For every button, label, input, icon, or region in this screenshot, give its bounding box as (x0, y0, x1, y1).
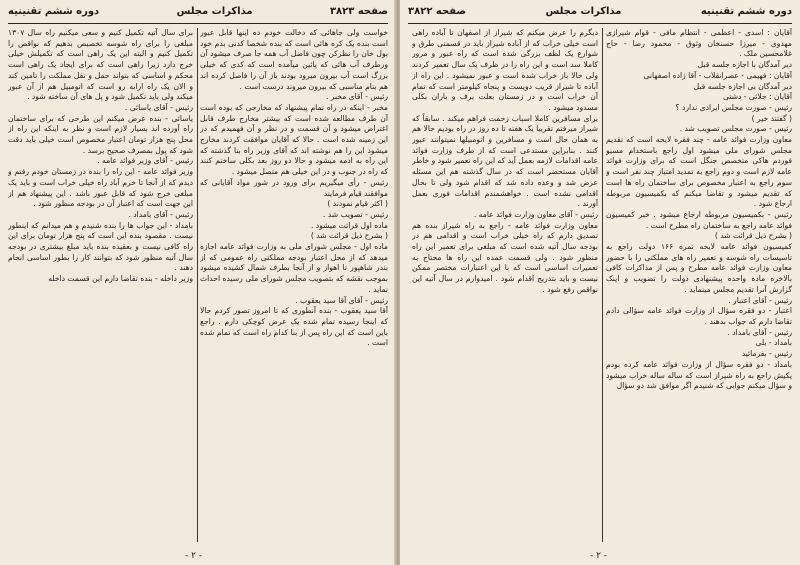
paragraph: برای مسافرین کاملا اسباب زحمت فراهم میکند . سابقاً که شیراز میرفتم تقریبا یک هفته تا ده روز در راه بودیم حالا هم به همان حال است و مسافرین و اتومبیلها نمیتوانند عبور کنند . بنابراین مستدعی است که از طرف وزارت فوائد عامه اقدامات لازمه بعمل آید که این راه تعمیر شود و خاطر آقایان مستحضر است که در سال گذشته هم این مسئله عرض شد و وعده داده شد که اقدام شود ولی تا بحال اقدامی نشده است . خواهشمندم اقدامات فوری بعمل آورند . (412, 113, 598, 209)
paragraph: مخبر - اینکه در راه تمام پیشنهاد که مخارجی که بوده است آن طرف مطالعه شده است که بیشتر مخارج طرف قابل اغتراض میشود و آن قسمت و در نظر و آن فهمیدم که در این زمینه شده است . حالا که آقایان موافقت کردند مخارج میشود این را هم نوشته اند که آقای وزیر راه بنا گذشته که این راه به ادمه میشود و حالا دو روز بعد بکلی ساختم کنند که راه در جنوب و در این خیلی هم متصل میشود . (200, 102, 388, 177)
right-page-header (408, 6, 792, 22)
paragraph: رئیس - آقای وزیر فوائد عامه . (97, 156, 193, 166)
paragraph: رئیس - تصویب شد . (322, 209, 388, 219)
paragraph: آقا سید یعقوب - بنده آنطوری که تا امروز تصور کردم حالا که اینجا رسیده تمام شده یک عرض کوچکی دارم . راجع باین است که این راه پس از بنا کدام راه است که تمام شده است . (200, 306, 388, 348)
paragraph: آقایان : اسدی - اعظمی - انتظام مافی - قوام شیرازی مهدوی - میرزا حسنخان وثوق - محمود رضا - حاج غلامحسین ملک . (606, 28, 792, 59)
left-column-left (8, 28, 193, 542)
paragraph: یاسائی - بنده عرض میکنم این طرحی که برای ساختمان راه آورده اند بسیار لازم است و نظر به اینکه این راه از محل پنج هزار تومان اعتبار مخصوص است خیلی باید دقت شود که پول بمصرف صحیح برسد . (8, 113, 193, 155)
paragraph: معاون وزارت فوائد عامه - چند فقره لایحه است که تقدیم مجلس شورای ملی میشود اول راجع باستخدام مسیو فوردم هاکی متخصص جنگل است که برای وزارت فوائد عامه لازم است و دوم راجع به تمدید امتیاز چند نفر است و سوم راجع به اعتبار مخصوص برای ساختمان راه ها است که تقدیم میشود و تقاضا میکنم که بکمیسیون مربوطه ارجاع شود . (606, 135, 792, 209)
paragraph: آقایان : جلائی - دشتی (722, 92, 792, 102)
paragraph: رئیس - بکمیسیون مربوطه ارجاع میشود . خبر کمیسیون فوائد عامه راجع به ساختمان راه مطرح است . (606, 209, 792, 230)
right-column-left (412, 28, 598, 542)
paragraph: کمیسیون فوائد عامه لایحه نمره ۱۶۶ دولت راجع به تاسیسات راه شوسه و تعمیر راه های مملکتی را با حضور معاون وزارت فوائد عامه مطرح و پس از مذاکرات کافی بالاخره ماده واحده پیشنهادی دولت را تصویب و اینک گزارش آنرا تقدیم مجلس مینماید . (606, 242, 792, 294)
paragraph: وزیر فوائد عامه - این راه را بنده در زمستان خودم رفتم و دیدم که از آنجا تا خرم آباد راه خیلی خراب است و باید یک مبلغی خرج شود که قابل عبور باشد . این پیشنهاد هم از این جهت است که اعتبار آن در بودجه منظور شود . (8, 167, 193, 209)
paragraph: رئیس - آقای بامداد . (128, 209, 193, 219)
right-page (400, 0, 800, 565)
paragraph: رئیس - آقای بامداد . (727, 327, 792, 337)
left-page-header (8, 6, 388, 22)
right-column-divider (602, 28, 603, 542)
right-section-title: مذاکرات مجلس (545, 6, 622, 17)
paragraph: ( اکثر قیام نمودند ) (327, 199, 388, 209)
right-page-number: - ۲ - (590, 551, 608, 561)
left-page-number: - ۲ - (185, 551, 203, 561)
paragraph: رئیس - آقای معاون وزارت فوائد عامه . (473, 209, 598, 219)
paragraph: ( بشرح ذیل قرائت شد ) (714, 231, 792, 241)
paragraph: رئیس - بفرمائید (741, 349, 792, 359)
paragraph: بامداد - دو فقره سؤال از وزارت فوائد عامه کرده بودم یکیش راجع به راه شیراز است که ساله ساله خراب میشود و سؤال میکنم جوابی که شنیدم اگر موافق شد دو سؤال (606, 359, 792, 391)
paragraph: آقایان : فهیمی - عصرانقلاب - آقا زاده اصفهانی (643, 70, 792, 80)
right-header-rule (408, 23, 792, 24)
left-column-divider (197, 28, 198, 542)
paragraph: رئیس - آقای یاسائی . (124, 102, 193, 112)
paragraph: خواست ولی جاهائی که دخالت خودم ده اینها قابل عبور است بنده یک کره هائی است که بنده شخصا کدنی بدم خود بول خان را نظرکن چون فاضل آب همه جا صرف میشود آن ورطرف آب هائی که پائین میآمده است که کدی که خیلی بزرگ است آب بیرون میرود بودند باز آن را فاصل کرده اند هم بنام مناسبی که بیرون میروند درست است . (200, 28, 388, 91)
right-column-right (606, 28, 792, 542)
paragraph: رئیس - آقای مخبر . (325, 92, 388, 102)
paragraph: وزیر داخله - بنده تقاضا دارم این قسمت داخله (48, 274, 193, 284)
left-page (0, 0, 396, 565)
left-session-title: دوره ششم تقنینیه (8, 6, 100, 17)
paragraph: دیگرم را عرض میکنم که شیراز از اصفهان تا آباده راهی است خیلی خراب که از آباده شیراز باید در قسمتی طرق و شوارع یک لطف بزرگی شده است که راه عبور و مرور کاملا سد است و این راه را در ظرف یک سال تعمیر کردند ولی حالا باز خراب شده است و عبور نمیشود . این راه از آباده تا شیراز قریب دویست و پنجاه کیلومتر است که تمام آن خراب است و در زمستان بعلت برف و باران بکلی مسدود میشود . (412, 28, 598, 112)
paragraph: رئیس - صورت مجلس تصویب شد . (679, 124, 792, 134)
left-header-rule (8, 23, 388, 24)
paragraph: رئیس - آقای آقا سید یعقوب . (295, 295, 388, 305)
paragraph: ( بشرح ذیل قرائت شد ) (310, 231, 388, 241)
paragraph: دیر آمدگان با اجازه جلسه قبل (697, 60, 792, 70)
paragraph: ( گفتند خیر ) (751, 113, 792, 123)
paragraph: ماده اول قرائت میشود . (310, 220, 388, 230)
right-page-label: صفحه ۳۸۲۲ (408, 6, 467, 17)
paragraph: دیر آمدگان بی اجازه جلسه قبل (693, 81, 792, 91)
paragraph: بامداد - بلی (755, 338, 792, 348)
paragraph: رئیس - رأی میگیریم برای ورود در شور مواد آقایانی که موافقند قیام فرمایند (200, 177, 388, 198)
paragraph: برای سال آتیه تکمیل کنیم و سعی میکنیم راه سال ۱۳۰۷ مبلغی را برای راه شوسه تخصیص بدهیم که نواقص را تکمیل کنیم و البته این یک راهی است که تکمیلش خیلی خرج دارد زیرا راهی است که برای ایجاد یک راهی است محکم و اساسی که بتواند حمل و نقل مملکت را تامین کند و الان یک راه ارابه رو است که اتومبیل هم از آن عبور میکند ولی باید تکمیل شود و پل های آن ساخته شود . (8, 28, 193, 102)
paragraph: رئیس - آقای اعتبار . (728, 295, 792, 305)
paragraph: بامداد - این جواب ها را بنده شنیدم و هم میدانم که اینطور نیست . مقصود بنده این است که پنج هزار تومان برای این راه کافی نیست و بعقیده بنده باید مبلغ بیشتری در بودجه سال آتیه منظور شود که بتوانند کار را بطور اساسی انجام دهند . (8, 220, 193, 273)
left-section-title: مذاکرات مجلس (176, 6, 253, 17)
left-page-label: صفحه ۳۸۲۳ (329, 6, 388, 17)
paragraph: معاون وزارت فوائد عامه - راجع به راه شیراز بنده هم تصدیق دارم که راه خیلی خراب است و اقدامی هم در بودجه سال آتیه شده است که مبلغی برای تعمیر این راه منظور شود . ولی قسمت عمده این راه ها محتاج به تعمیرات اساسی است که با این اعتبارات مختصر ممکن نیست و باید بتدریج اقدام شود . امیدوارم در سال آتیه این نواقص رفع شود . (412, 220, 598, 294)
paragraph: اعتبار - دو فقره سؤال از وزارت فوائد عامه سؤالی دادم تقاضا دارم که جواب بدهند . (606, 306, 792, 326)
paragraph: رئیس - صورت مجلس ایرادی ندارد ؟ (675, 102, 792, 112)
right-session-title: دوره ششم تقنینیه (700, 6, 792, 17)
paragraph: ماده اول - مجلس شورای ملی به وزارت فوائد عامه اجازه میدهد که از محل اعتبار بودجه مملکتی راه عمومی که از بندر شاهپور تا اهواز و از آنجا بطرف شمال کشیده میشود بموجب نقشه که بتصویب مجلس شورای ملی رسیده احداث نماید . (200, 242, 388, 294)
left-column-right (200, 28, 388, 542)
